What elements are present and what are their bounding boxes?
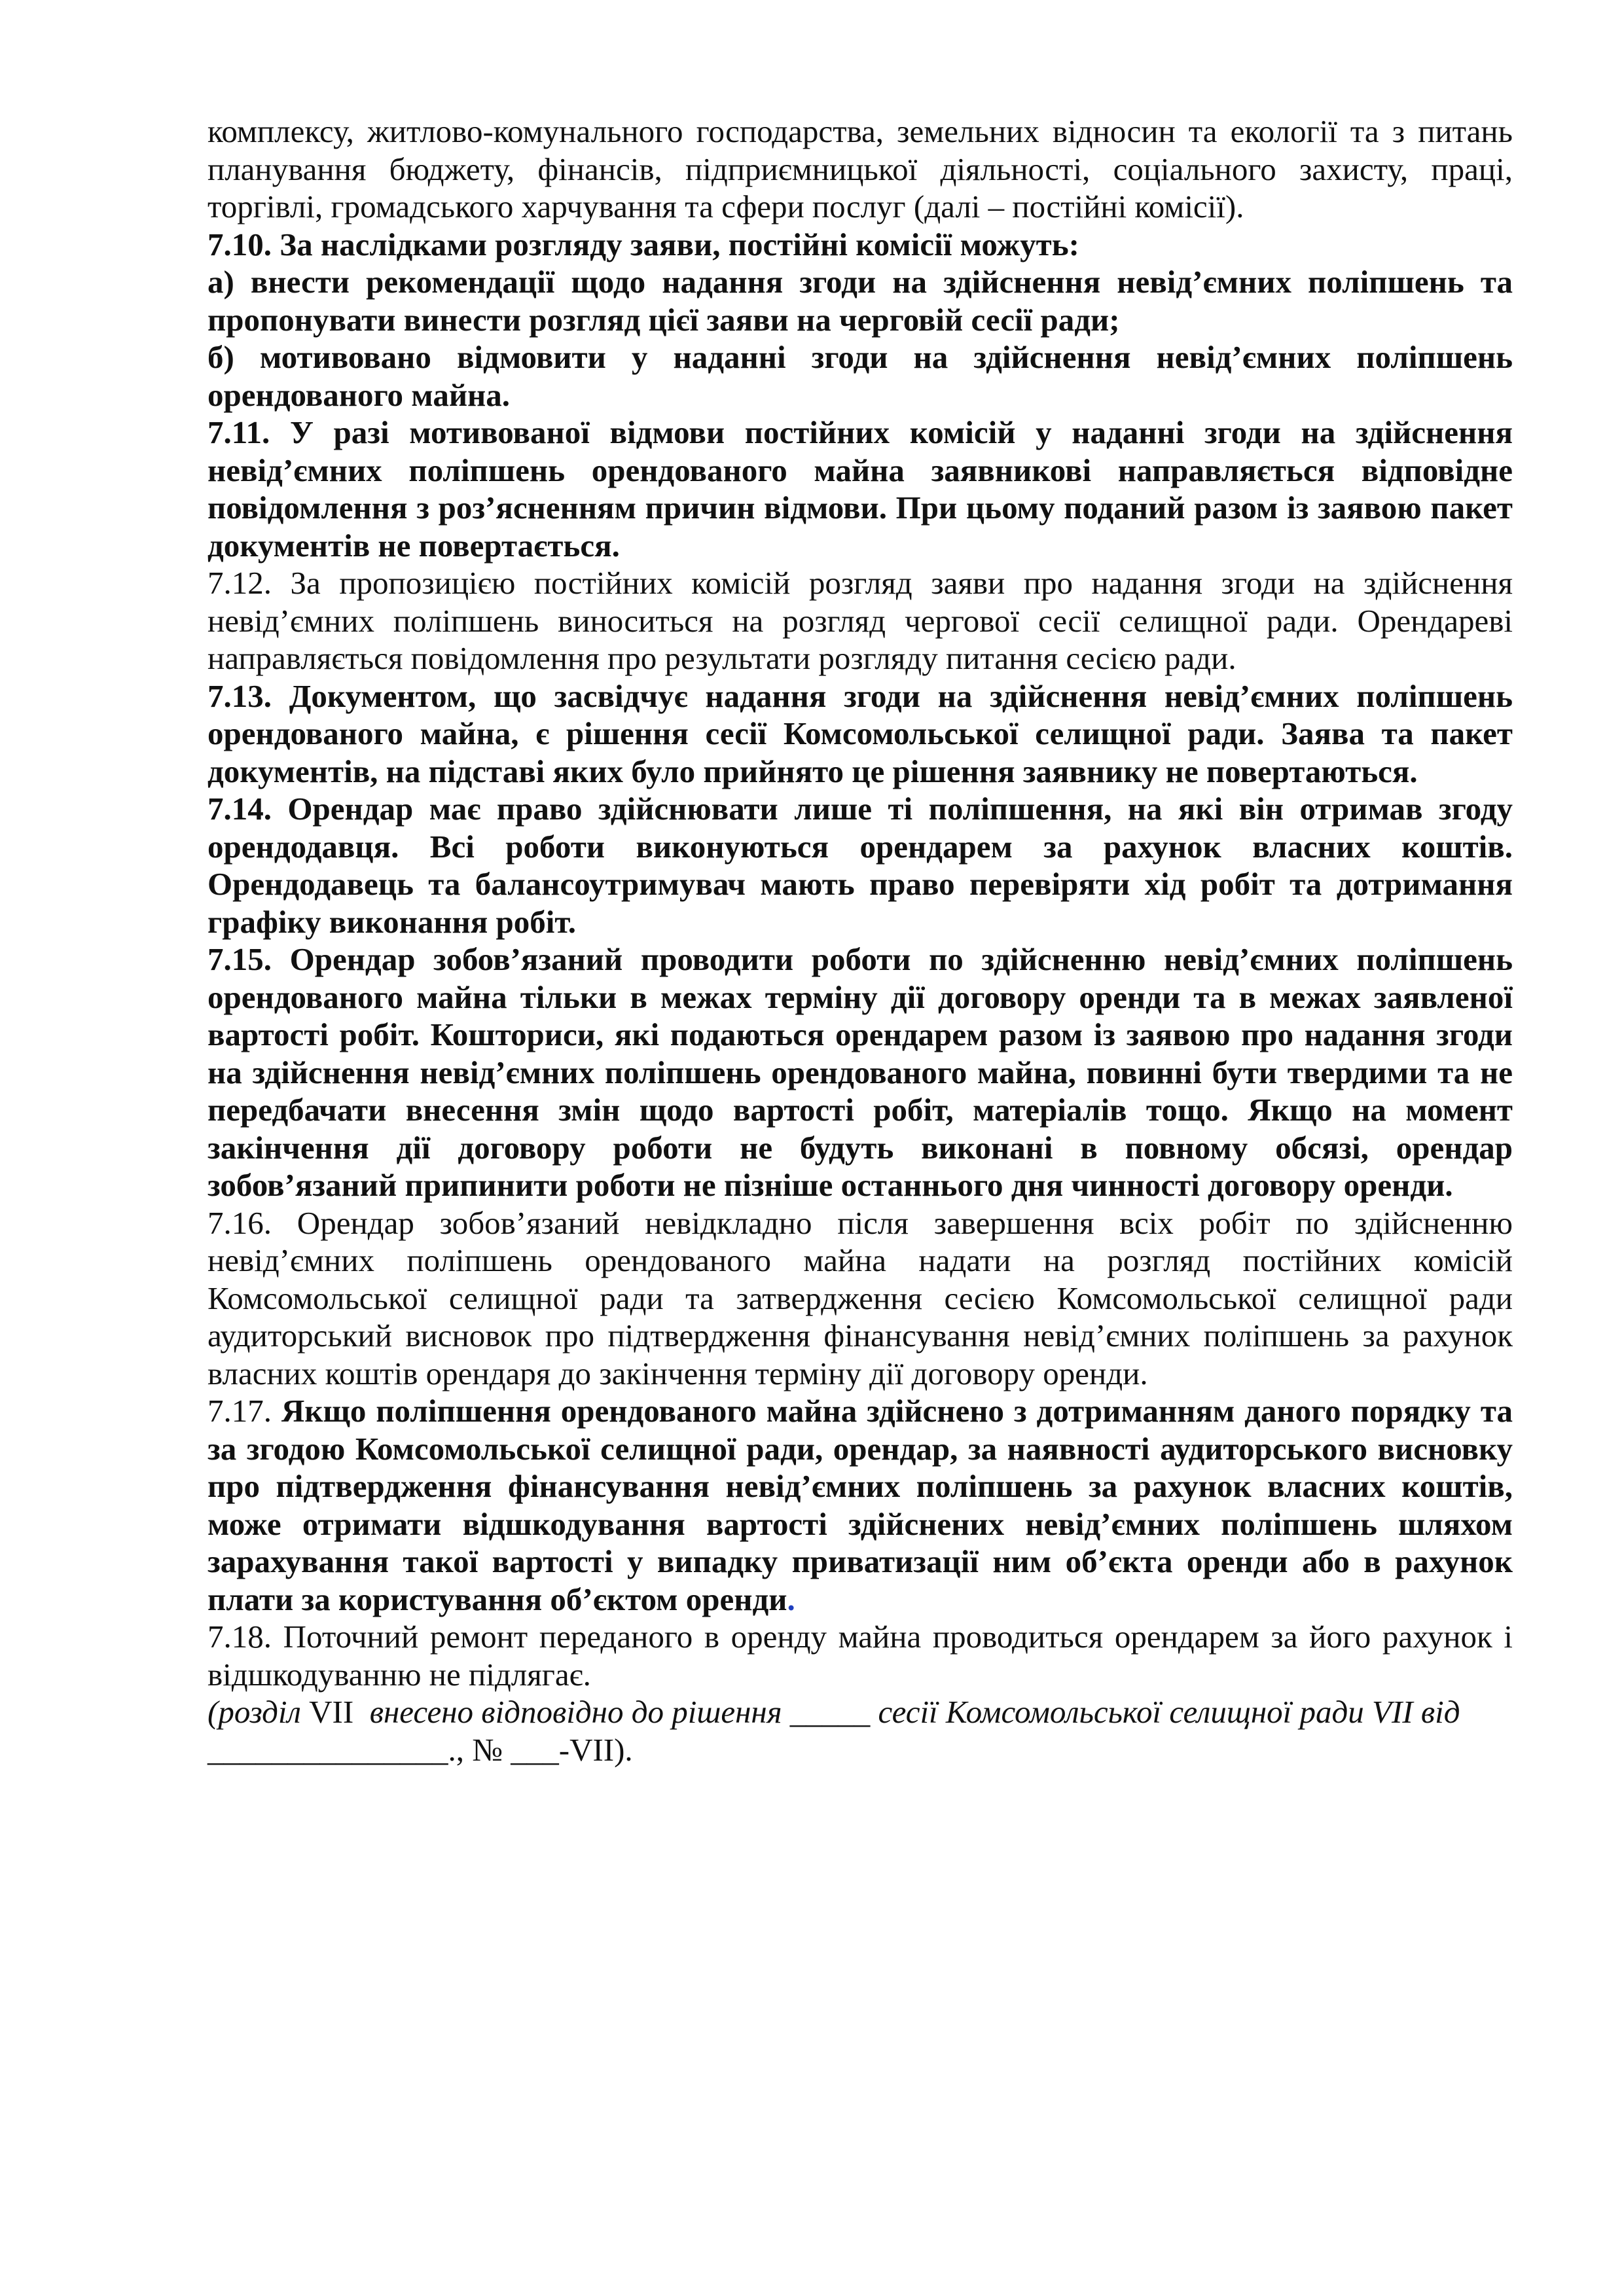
paragraph-7-12: 7.12. За пропозицією постійних комісій розгляд заяви про надання згоди на здійснення невід’ємних поліпшень виноситься на розгляд чергової сесії селищної ради. Орендареві направляється повідомлення про результати розгляду питання сесією ради. (208, 565, 1513, 676)
paragraph-7-16: 7.16. Орендар зобов’язаний невідкладно після завершення всіх робіт по здійсненню невід’ємних поліпшень орендованого майна надати на розгляд постійних комісій Комсомольської селищної ради та затвердження сесією Комсомольської селищної ради аудиторський висновок про підтвердження фінансування невід’ємних поліпшень за рахунок власних коштів орендаря до закінчення терміну дії договору оренди. (208, 1204, 1513, 1391)
document-page (208, 113, 1513, 1768)
paragraph-7-10-b: б) мотивовано відмовити у наданні згоди на здійснення невід’ємних поліпшень орендованого майна. (208, 339, 1513, 413)
note-roman-1: VІІ (309, 1694, 354, 1730)
paragraph-7-15: 7.15. Орендар зобов’язаний проводити роботи по здійсненню невід’ємних поліпшень орендованого майна тільки в межах терміну дії договору оренди та в межах заявленої вартості робіт. Кошториси, які подаються орендарем разом із заявою про надання згоди на здійснення невід’ємних поліпшень орендованого майна, повинні бути твердими та не передбачати внесення змін щодо вартості робіт, матеріалів тощо. Якщо на момент закінчення дії договору роботи не будуть виконані в повному обсязі, орендар зобов’язаний припинити роботи не пізніше останнього дня чинності договору оренди. (208, 941, 1513, 1203)
paragraph-7-17-number: 7.17. (208, 1393, 272, 1429)
note-blank-date: _______________ (208, 1731, 448, 1768)
note-part-3: сесії Комсомольської селищної ради VII від (878, 1694, 1460, 1730)
note-part-1: (розділ (208, 1694, 301, 1730)
amendment-note (208, 1693, 1513, 1768)
note-part-4: ., № (448, 1731, 503, 1768)
paragraph-7-10: 7.10. За наслідками розгляду заяви, постійні комісії можуть: (208, 226, 1079, 262)
paragraph-7-17-end-mark: . (787, 1581, 795, 1617)
paragraph-7-17-text: Якщо поліпшення орендованого майна здійснено з дотриманням даного порядку та за згодою Комсомольської селищної ради, орендар, за наявності аудиторського висновку про підтвердження фінансування невід’ємних поліпшень за рахунок власних коштів, може отримати відшкодування вартості здійснених невід’ємних поліпшень шляхом зарахування такої вартості у випадку приватизації ним об’єкта оренди або в рахунок плати за користування об’єктом оренди (208, 1393, 1513, 1617)
note-part-5: -VІІ). (558, 1731, 633, 1768)
note-blank-session: _____ (789, 1694, 871, 1730)
paragraph-7-10-a: а) внести рекомендації щодо надання згоди на здійснення невід’ємних поліпшень та пропонувати винести розгляд цієї заяви на черговій сесії ради; (208, 264, 1513, 338)
note-blank-number: ___ (511, 1731, 559, 1768)
paragraph-committees-list: комплексу, житлово-комунального господарства, земельних відносин та екології та з питань планування бюджету, фінансів, підприємницької діяльності, соціального захисту, праці, торгівлі, громадського харчування та сфери послуг (далі – постійні комісії). (208, 113, 1513, 224)
paragraph-7-17 (208, 1392, 1513, 1618)
paragraph-7-11: 7.11. У разі мотивованої відмови постійних комісій у наданні згоди на здійснення невід’ємних поліпшень орендованого майна заявникові направляється відповідне повідомлення з роз’ясненням причин відмови. При цьому поданий разом із заявою пакет документів не повертається. (208, 414, 1513, 564)
paragraph-7-13: 7.13. Документом, що засвідчує надання згоди на здійснення невід’ємних поліпшень орендованого майна, є рішення сесії Комсомольської селищної ради. Заява та пакет документів, на підставі яких було прийнято це рішення заявнику не повертаються. (208, 677, 1513, 789)
paragraph-7-18: 7.18. Поточний ремонт переданого в оренду майна проводиться орендарем за його рахунок і відшкодуванню не підлягає. (208, 1619, 1513, 1693)
paragraph-7-14: 7.14. Орендар має право здійснювати лише ті поліпшення, на які він отримав згоду орендодавця. Всі роботи виконуються орендарем за рахунок власних коштів. Орендодавець та балансоутримувач мають право перевіряти хід робіт та дотримання графіку виконання робіт. (208, 791, 1513, 940)
note-part-2: внесено відповідно до рішення (369, 1694, 782, 1730)
